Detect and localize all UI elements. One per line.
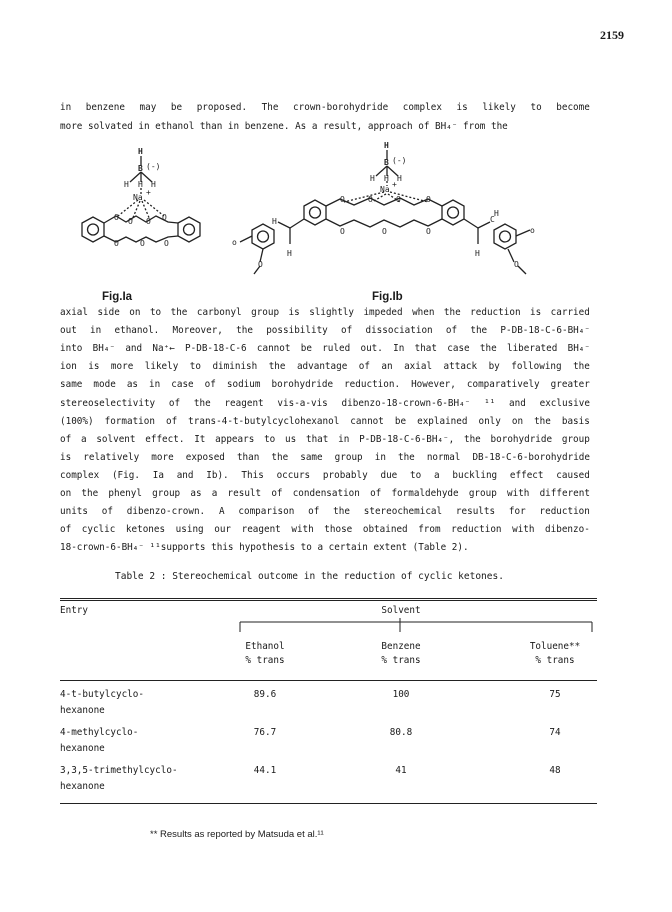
table-cell-value: 100 xyxy=(392,689,410,700)
svg-text:O: O xyxy=(426,227,431,236)
svg-text:C: C xyxy=(490,215,495,224)
text-line: 18-crown-6-BH₄⁻ ¹¹supports this hypothesis to a certain extent (Table 2). xyxy=(60,542,469,554)
column-header-name: Benzene xyxy=(381,641,421,652)
svg-text:H: H xyxy=(151,180,156,189)
table-header-entry: Entry xyxy=(60,605,88,616)
svg-text:O: O xyxy=(140,239,145,248)
svg-text:H: H xyxy=(397,174,402,183)
column-header-name: Toluene** xyxy=(529,641,581,652)
svg-text:O: O xyxy=(114,213,119,222)
table-top-rule-2 xyxy=(60,600,597,601)
table-cell-value: 74 xyxy=(549,727,561,738)
column-header-unit: % trans xyxy=(245,655,285,666)
svg-text:H: H xyxy=(272,217,277,226)
svg-text:H: H xyxy=(475,249,480,258)
svg-text:O: O xyxy=(340,227,345,236)
column-header-name: Ethanol xyxy=(245,641,285,652)
table-top-rule xyxy=(60,598,597,599)
svg-text:O: O xyxy=(128,217,133,226)
table-cell-value: 44.1 xyxy=(253,765,277,776)
svg-text:B: B xyxy=(138,164,143,173)
page-number: 2159 xyxy=(600,28,624,42)
svg-text:o: o xyxy=(232,238,237,247)
table-cell-value: 41 xyxy=(395,765,407,776)
svg-text:O: O xyxy=(164,239,169,248)
svg-text:O: O xyxy=(258,260,263,269)
figure-ia-label: Fig.Ia xyxy=(102,291,133,303)
table-header-solvent: Solvent xyxy=(381,605,421,616)
table-cell-value: 48 xyxy=(549,765,561,776)
column-header-unit: % trans xyxy=(535,655,575,666)
svg-text:H: H xyxy=(384,141,389,150)
svg-text:O: O xyxy=(426,195,431,204)
svg-text:+: + xyxy=(146,188,151,197)
text-line: same mode as in case of sodium borohydride reduction. However, comparatively greater xyxy=(60,379,590,391)
svg-text:+: + xyxy=(392,180,397,189)
svg-text:H: H xyxy=(138,147,143,156)
text-line: more solvated in ethanol than in benzene. As a result, approach of BH₄⁻ from the xyxy=(60,120,508,132)
figure-ib-structure xyxy=(232,138,572,288)
svg-text:H: H xyxy=(370,174,375,183)
table-row-entry: 4-t-butylcyclo- xyxy=(60,689,144,700)
text-line: on the phenyl group as a result of condensation of formaldehyde group with different xyxy=(60,488,590,499)
figure-ib-label: Fig.Ib xyxy=(372,291,403,303)
svg-text:(-): (-) xyxy=(392,156,407,165)
figure-ia-structure xyxy=(60,138,220,278)
table-row-entry: 3,3,5-trimethylcyclo- xyxy=(60,765,178,776)
table-cell-value: 89.6 xyxy=(253,689,277,700)
solvent-bracket xyxy=(200,618,600,638)
svg-text:o: o xyxy=(530,226,535,235)
text-line: out in ethanol. Moreover, the possibility of dissociation of the P-DB-18-C-6-BH₄⁻ xyxy=(60,325,590,337)
text-line: is relatively more exposed than the same group in the normal DB-18-C-6-borohydride xyxy=(60,451,590,463)
svg-text:H: H xyxy=(124,180,129,189)
svg-text:O: O xyxy=(382,227,387,236)
text-line: into BH₄⁻ and Na⁺← P-DB-18-C-6 cannot be ruled out. In that case the liberated BH₄⁻ xyxy=(60,343,590,355)
svg-text:O: O xyxy=(340,195,345,204)
svg-text:O: O xyxy=(514,260,519,269)
svg-text:(-): (-) xyxy=(146,162,161,171)
table-row-entry: 4-methylcyclo- xyxy=(60,727,139,738)
text-line: axial side on to the carbonyl group is slightly impeded when the reduction is carried xyxy=(60,307,590,318)
column-header-unit: % trans xyxy=(381,655,421,666)
table-cell-value: 76.7 xyxy=(253,727,277,738)
svg-text:O: O xyxy=(368,195,373,204)
svg-text:O: O xyxy=(146,217,151,226)
svg-text:H: H xyxy=(287,249,292,258)
text-line: complex (Fig. Ia and Ib). This occurs probably due to a buckling effect caused xyxy=(60,469,590,481)
svg-text:O: O xyxy=(114,239,119,248)
svg-text:Na: Na xyxy=(380,185,390,194)
svg-text:O: O xyxy=(162,213,167,222)
svg-text:B: B xyxy=(384,158,389,167)
svg-text:H: H xyxy=(138,180,143,189)
svg-text:Na: Na xyxy=(133,193,143,202)
svg-text:H: H xyxy=(494,209,499,218)
table-row-entry-cont: hexanone xyxy=(60,781,105,792)
table-row-entry-cont: hexanone xyxy=(60,705,105,716)
table-caption: Table 2 : Stereochemical outcome in the reduction of cyclic ketones. xyxy=(115,571,504,582)
table-row-entry-cont: hexanone xyxy=(60,743,105,754)
svg-text:O: O xyxy=(396,195,401,204)
text-line: of cyclic ketones using our reagent with those obtained from reduction with dibenzo- xyxy=(60,524,590,536)
table-cell-value: 80.8 xyxy=(389,727,413,738)
text-line: stereoselectivity of the reagent vis-a-vis dibenzo-18-crown-6-BH₄⁻ ¹¹ and exclusive xyxy=(60,397,590,409)
table-bottom-rule xyxy=(60,803,597,804)
text-line: in benzene may be proposed. The crown-borohydride complex is likely to become xyxy=(60,102,590,113)
text-line: units of dibenzo-crown. A comparison of the stereochemical results for reduction xyxy=(60,506,590,518)
text-line: (100%) formation of trans-4-t-butylcyclohexanol cannot be explained only on the basis xyxy=(60,415,590,427)
table-header-rule xyxy=(60,680,597,681)
table-cell-value: 75 xyxy=(549,689,561,700)
svg-text:H: H xyxy=(384,174,389,183)
text-line: of a solvent effect. It appears to us that in P-DB-18-C-6-BH₄⁻, the borohydride group xyxy=(60,433,590,445)
text-line: ion is more likely to diminish the advantage of an axial attack by following the xyxy=(60,361,590,373)
table-footnote: ** Results as reported by Matsuda et al.¹¹ xyxy=(150,829,324,840)
